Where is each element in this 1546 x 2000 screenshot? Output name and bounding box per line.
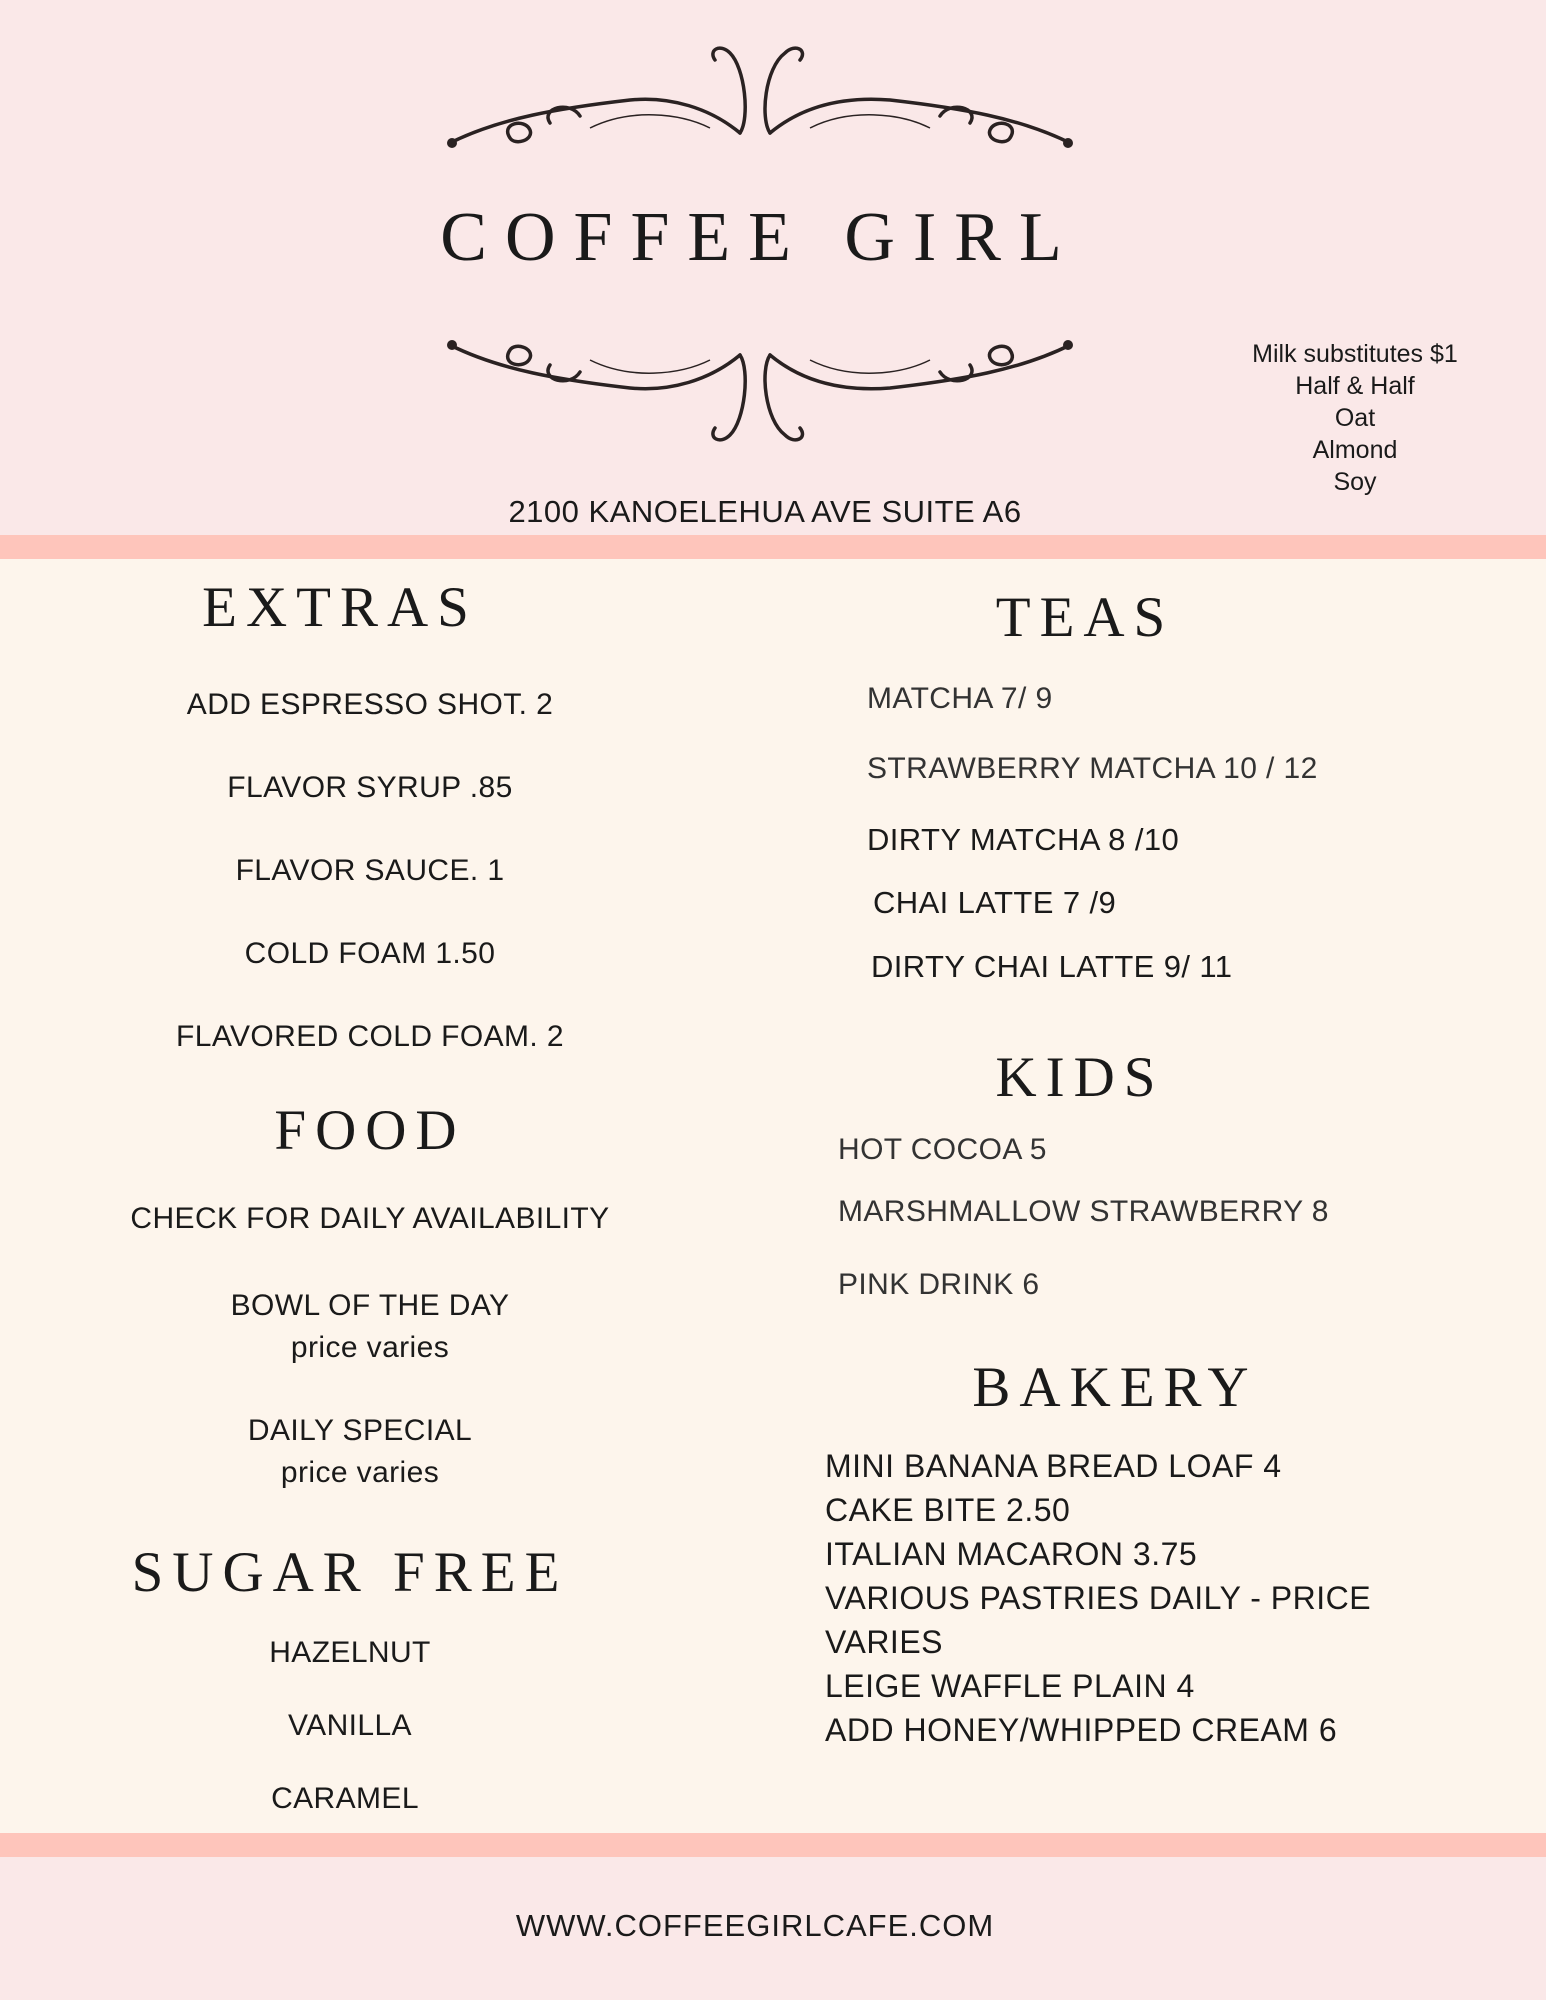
food-heading: FOOD [274,1099,466,1162]
food-item [60,1285,680,1369]
milk-substitutes-title: Milk substitutes $1 [1252,340,1458,368]
milk-option: Half & Half [1295,372,1415,400]
bakery-list [825,1444,1485,1752]
top-flourish-ornament [440,38,1080,158]
teas-item: DIRTY CHAI LATTE 9/ 11 [871,949,1233,984]
bakery-item: ITALIAN MACARON 3.75 [825,1536,1198,1572]
bakery-heading: BAKERY [972,1356,1258,1419]
bakery-item: VARIOUS PASTRIES DAILY - PRICE [825,1580,1372,1616]
food-availability-note: CHECK FOR DAILY AVAILABILITY [130,1202,610,1235]
bottom-flourish-ornament [440,330,1080,450]
food-item-name: BOWL OF THE DAY [230,1289,510,1322]
sugar-free-item: VANILLA [288,1709,412,1742]
kids-item: PINK DRINK 6 [838,1268,1040,1301]
bakery-item: LEIGE WAFFLE PLAIN 4 [825,1668,1195,1704]
food-item-name: DAILY SPECIAL [247,1414,473,1447]
teas-item: MATCHA 7/ 9 [867,682,1053,715]
kids-heading: KIDS [995,1046,1165,1109]
food-item [50,1410,670,1494]
teas-item: DIRTY MATCHA 8 /10 [867,822,1180,857]
bakery-item: CAKE BITE 2.50 [825,1492,1071,1528]
kids-item: MARSHMALLOW STRAWBERRY 8 [838,1195,1329,1228]
extras-item: FLAVOR SAUCE. 1 [235,854,505,887]
sugar-free-item: CARAMEL [271,1782,419,1815]
bottom-divider-band [0,1833,1546,1857]
teas-item: STRAWBERRY MATCHA 10 / 12 [867,752,1318,785]
teas-item: CHAI LATTE 7 /9 [873,885,1117,920]
milk-option: Almond [1312,436,1398,464]
food-item-price: price varies [290,1331,450,1364]
milk-option: Oat [1334,404,1376,432]
extras-item: ADD ESPRESSO SHOT. 2 [186,688,554,721]
extras-heading: EXTRAS [202,576,478,639]
milk-option: Soy [1333,468,1377,496]
top-divider-band [0,535,1546,559]
food-item-price: price varies [280,1456,440,1489]
bakery-item: MINI BANANA BREAD LOAF 4 [825,1448,1282,1484]
website-link[interactable]: WWW.COFFEEGIRLCAFE.COM [515,1908,995,1943]
sugar-free-heading: SUGAR FREE [131,1541,569,1604]
bakery-item: VARIES [825,1624,943,1660]
kids-item: HOT COCOA 5 [838,1133,1047,1166]
teas-heading: TEAS [995,586,1175,649]
sugar-free-item: HAZELNUT [269,1636,431,1669]
extras-item: FLAVOR SYRUP .85 [227,771,513,804]
store-address: 2100 KANOELEHUA AVE SUITE A6 [508,494,1022,529]
bakery-item: ADD HONEY/WHIPPED CREAM 6 [825,1712,1338,1748]
extras-item: COLD FOAM 1.50 [244,937,496,970]
brand-title: COFFEE GIRL [440,199,1080,276]
milk-substitutes-box [1210,338,1500,498]
extras-item: FLAVORED COLD FOAM. 2 [176,1020,564,1053]
